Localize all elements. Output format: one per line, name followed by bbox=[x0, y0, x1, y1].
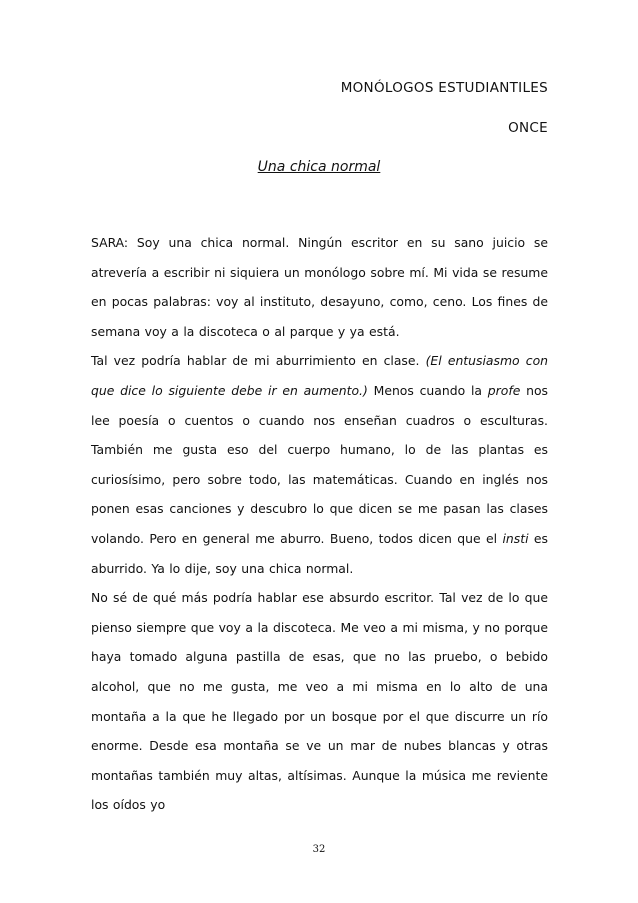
text-run: Tal vez podría hablar de mi aburrimiento en clase. bbox=[91, 353, 426, 369]
text-run: Menos cuando la bbox=[367, 382, 488, 398]
text-run: es aburrido. Ya lo dije, soy una chica normal. bbox=[91, 530, 548, 576]
italic-run: (El entusiasmo con que dice lo siguiente debe ir en aumento.) bbox=[91, 353, 548, 398]
header-title: MONÓLOGOS ESTUDIANTILES bbox=[340, 80, 548, 96]
paragraph bbox=[91, 583, 548, 820]
work-title-text: Una chica normal bbox=[257, 159, 381, 175]
body-text bbox=[91, 228, 548, 820]
text-run: No sé de qué más podría hablar ese absurdo escritor. Tal vez de lo que pienso siempre que voy a la discoteca. Me veo a mi misma, y no porque haya tomado alguna pastilla de esas, que no las pruebo, o bebido alcohol, que no me gusta, me veo a mi misma en lo alto de una montaña a la que he llegado por un bosque por el que discurre un río enorme. Desde esa montaña se ve un mar de nubes blancas y otras montañas también muy altas, altísimas. Aunque la música me reviente los oídos yo bbox=[91, 590, 548, 813]
italic-run: insti bbox=[502, 530, 529, 546]
text-run: SARA: Soy una chica normal. Ningún escritor en su sano juicio se atrevería a escribir ni siquiera un monólogo sobre mí. Mi vida se resume en pocas palabras: voy al instituto, desayuno, como, ceno. Los fines de semana voy a la discoteca o al parque y ya está. bbox=[91, 235, 548, 339]
work-title bbox=[0, 159, 638, 175]
paragraph bbox=[91, 228, 548, 346]
paragraph bbox=[91, 346, 548, 583]
header-subtitle: ONCE bbox=[508, 120, 548, 136]
page-number: 32 bbox=[312, 844, 326, 855]
text-run: nos lee poesía o cuentos o cuando nos enseñan cuadros o esculturas. También me gusta eso del cuerpo humano, lo de las plantas es curiosísimo, pero sobre todo, las matemáticas. Cuando en inglés nos ponen esas canciones y descubro lo que dicen se me pasan las clases volando. Pero en general me aburro. Bueno, todos dicen que el bbox=[91, 382, 549, 546]
italic-run: profe bbox=[487, 382, 521, 398]
